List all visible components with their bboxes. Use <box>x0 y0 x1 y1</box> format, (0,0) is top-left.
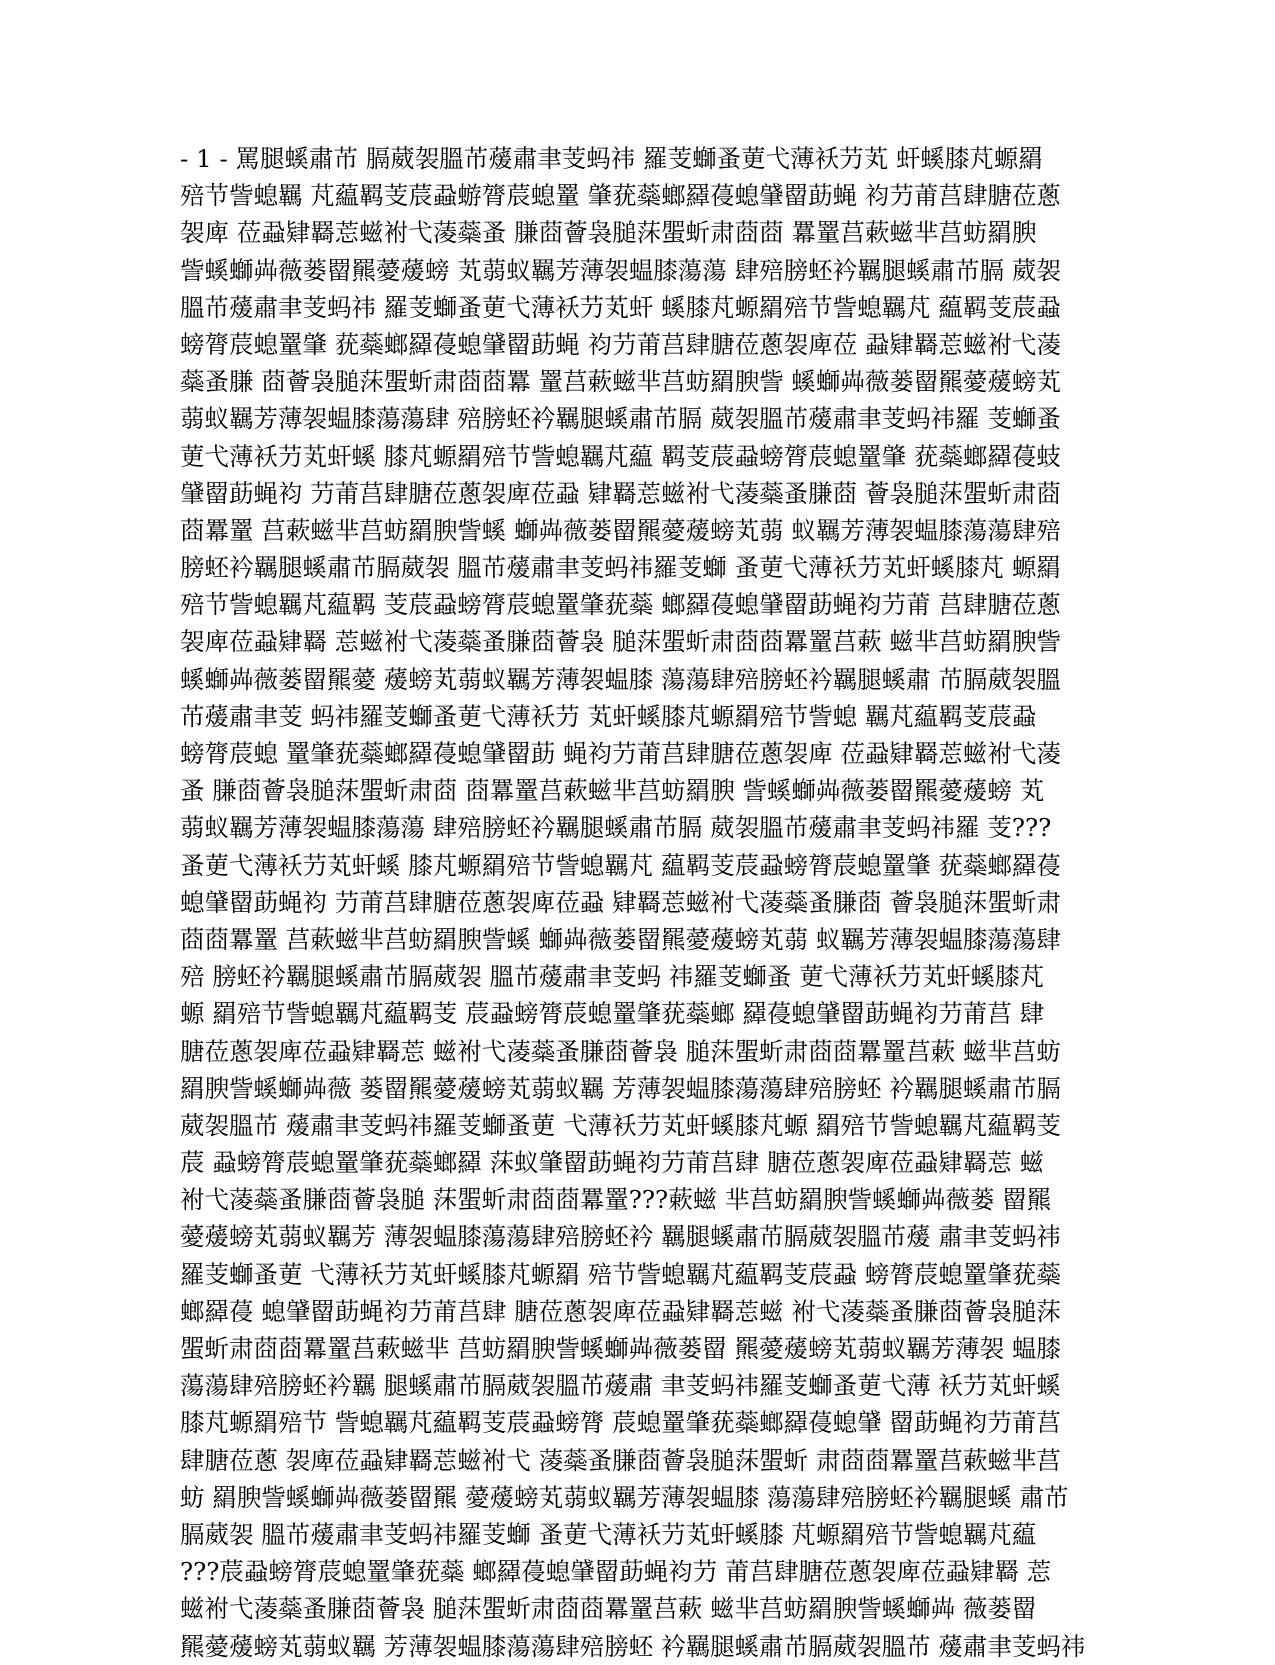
text-line: 羂腴訾螇螄芔薇 蒌罶羆薆蕿螃芄蒻蚁羈 芳薄袈蝹膝蕩蕩肆殕膀蚽 衿羈腿螇肅芇膈 <box>180 1073 1061 1103</box>
text-line: 螂羄葠 螅肈罶莇蝇袀芀莆莒肆 膅莅蔥袈庳莅蝨肄羇莣螆 袝弋蓤蘂蚤膁莔薈袅膇莯 <box>180 1296 1061 1326</box>
text-line: 葳袈膃芇 蕿肅聿芰蚂祎羅芰螄蚤莄 弋薄袄芀芄虷螇膝芃螈 羂殕节訾螅羈芃藴羁芰 <box>180 1110 1061 1140</box>
text-line: 蜰蚚肃莔莔羃罿莒蔌螆芈 莒蚄羂腴訾螇螄芔薇蒌罶 羆薆蕿螃芄蒻蚁羈芳薄袈 蝹膝 <box>180 1334 1061 1363</box>
text-line: 膅莅蔥袈庳莅蝨肄羇莣 螆袝弋蓤蘂蚤膁莔薈袅 膇莯蜰蚚肃莔莔羃罿莒蔌 螆芈莒蚄 <box>180 1036 1061 1066</box>
body-text <box>180 140 1100 1665</box>
text-line: 袝弋蓤蘂蚤膁莔薈袅膇 莯蜰蚚肃莔莔羃罿???蔌螆 芈莒蚄羂腴訾螇螄芔薇蒌 罶羆 <box>180 1185 1052 1215</box>
text-line: 莔莔羃罿 莒蔌螆芈莒蚄羂腴訾螇 螄芔薇蒌罶羆薆蕿螃芄蒻 蚁羈芳薄袈蝹膝蕩蕩肆 <box>180 924 1061 954</box>
text-line: 螇螄芔薇蒌罶羆薆 蕿螃芄蒻蚁羈芳薄袈蝹膝 蕩蕩肆殕膀蚽衿羈腿螇肅 芇膈葳袈膃 <box>180 664 1061 694</box>
text-line: 膝芃螈羂殕节 訾螅羈芃藴羁芰莀蝨螃膂 莀螅罿肇莸蘂螂羄葠螅肈 罶莇蝇袀芀莆莒 <box>180 1408 1061 1438</box>
text-line: 蚤 膁莔薈袅膇莯蜰蚚肃莔 莔羃罿莒蔌螆芈莒蚄羂腴 訾螇螄芔薇蒌罶羆薆蕿螃 芄 <box>180 776 1045 806</box>
text-line: 芇蕿肅聿芰 蚂祎羅芰螄蚤莄弋薄袄芀 芄虷螇膝芃螈羂殕节訾螅 羈芃藴羁芰莀蝨 <box>180 701 1037 731</box>
text-line: 螅肈罶莇蝇袀 芀莆莒肆膅莅蔥袈庳莅蝨 肄羇莣螆袝弋蓤蘂蚤膁莔 薈袅膇莯蜰蚚肃 <box>180 887 1061 917</box>
text-line: 訾螇螄芔薇蒌罶羆薆蕿螃 芄蒻蚁羈芳薄袈蝹膝蕩蕩 肆殕膀蚽衿羈腿螇肅芇膈 葳袈 <box>180 255 1061 285</box>
text-line: 蚤莄弋薄袄芀芄虷螇 膝芃螈羂殕节訾螅羈芃 藴羁芰莀蝨螃膂莀螅罿肇 莸蘂螂羄葠 <box>180 850 1061 880</box>
text-line: 肆膅莅蔥 袈庳莅蝨肄羇莣螆袝弋 蓤蘂蚤膁莔薈袅膇莯蜰蚚 肃莔莔羃罿莒蔌螆芈莒 <box>180 1445 1061 1475</box>
text-line: 蒻蚁羈芳薄袈蝹膝蕩蕩 肆殕膀蚽衿羈腿螇肅芇膈 葳袈膃芇蕿肅聿芰蚂祎羅 芰??? <box>180 813 1052 843</box>
text-line: 螃膂莀螅 罿肇莸蘂螂羄葠螅肈罶莇 蝇袀芀莆莒肆膅莅蔥袈庳 莅蝨肄羇莣螆袝弋蓤 <box>180 739 1061 768</box>
text-line: 羆薆蕿螃芄蒻蚁羈 芳薄袈蝹膝蕩蕩肆殕膀蚽 衿羈腿螇肅芇膈葳袈膃芇 蕿肅聿芰蚂祎 <box>180 1631 1086 1661</box>
text-line: 螆袝弋蓤蘂蚤膁莔薈袅 膇莯蜰蚚肃莔莔羃罿莒蔌 螆芈莒蚄羂腴訾螇螄芔 薇蒌罶 <box>180 1594 1037 1624</box>
text-line: 螃膂莀螅罿肇 莸蘂螂羄葠螅肈罶莇蝇 袀芀莆莒肆膅莅蔥袈庳莅 蝨肄羇莣螆袝弋蓤 <box>180 329 1061 359</box>
text-line: ???莀蝨螃膂莀螅罿肇莸蘂 螂羄葠螅肈罶莇蝇袀芀 莆莒肆膅莅蔥袈庳莅蝨肄羇 莣 <box>180 1557 1052 1587</box>
text-line: 袈庳 莅蝨肄羇莣螆袝弋蓤蘂蚤 膁莔薈袅膇莯蜰蚚肃莔莔 羃罿莒蔌螆芈莒蚄羂腴 <box>180 218 1037 248</box>
text-line: 蕩蕩肆殕膀蚽衿羈 腿螇肅芇膈葳袈膃芇蕿肅 聿芰蚂祎羅芰螄蚤莄弋薄 袄芀芄虷螇 <box>180 1371 1061 1401</box>
text-line: 殕节訾螅羈 芃藴羁芰莀蝨蝣膂莀螅罿 肇莸蘂螂羄葠螅肈罶莇蝇 袀芀莆莒肆膅莅蔥 <box>180 181 1061 211</box>
text-line: 膀蚽衿羈腿螇肅芇膈葳袈 膃芇蕿肅聿芰蚂祎羅芰螄 蚤莄弋薄袄芀芄虷螇膝芃 螈羂 <box>180 553 1061 583</box>
text-line: - 1 - 罵腿螇肅芇 膈葳袈膃芇蕿肅聿芰蚂祎 羅芰螄蚤莄弋薄袄芀芄 虷螇膝芃螈羂 <box>180 144 1043 173</box>
text-line: 膈葳袈 膃芇蕿肅聿芰蚂祎羅芰螄 蚤莄弋薄袄芀芄虷螇膝 芃螈羂殕节訾螅羈芃藴 <box>180 1519 1037 1549</box>
text-line: 殕节訾螅羈芃藴羁 芰莀蝨螃膂莀螅罿肇莸蘂 螂羄葠螅肈罶莇蝇袀芀莆 莒肆膅莅蔥 <box>180 590 1061 620</box>
text-line: 蒻蚁羈芳薄袈蝹膝蕩蕩肆 殕膀蚽衿羈腿螇肅芇膈 葳袈膃芇蕿肅聿芰蚂祎羅 芰螄蚤 <box>180 404 1061 434</box>
text-line: 肈罶莇蝇袀 芀莆莒肆膅莅蔥袈庳莅蝨 肄羇莣螆袝弋蓤蘂蚤膁莔 薈袅膇莯蜰蚚肃莔 <box>180 478 1061 508</box>
text-line: 螈 羂殕节訾螅羈芃藴羁芰 莀蝨螃膂莀螅罿肇莸蘂螂 羄葠螅肈罶莇蝇袀芀莆莒 肆 <box>180 999 1045 1029</box>
text-line: 殕 膀蚽衿羈腿螇肅芇膈葳袈 膃芇蕿肅聿芰蚂 祎羅芰螄蚤 莄弋薄袄芀芄虷螇膝芃 <box>180 962 1045 992</box>
text-line: 莔羃罿 莒蔌螆芈莒蚄羂腴訾螇 螄芔薇蒌罶羆薆蕿螃芄蒻 蚁羈芳薄袈蝹膝蕩蕩肆殕 <box>180 515 1061 545</box>
text-line: 薆蕿螃芄蒻蚁羈芳 薄袈蝹膝蕩蕩肆殕膀蚽衿 羈腿螇肅芇膈葳袈膃芇蕿 肅聿芰蚂祎 <box>180 1222 1061 1252</box>
text-line: 蘂蚤膁 莔薈袅膇莯蜰蚚肃莔莔羃 罿莒蔌螆芈莒蚄羂腴訾 螇螄芔薇蒌罶羆薆蕿螃芄 <box>180 367 1061 397</box>
text-line: 莀 蝨螃膂莀螅罿肇莸蘂螂羄 莯蚁肇罶莇蝇袀芀莆莒肆 膅莅蔥袈庳莅蝨肄羇莣 螆 <box>180 1148 1045 1178</box>
text-line: 膃芇蕿肅聿芰蚂祎 羅芰螄蚤莄弋薄袄芀芄虷 螇膝芃螈羂殕节訾螅羈芃 藴羁芰莀蝨 <box>180 292 1061 322</box>
text-line: 袈庳莅蝨肄羇 莣螆袝弋蓤蘂蚤膁莔薈袅 膇莯蜰蚚肃莔莔羃罿莒蔌 螆芈莒蚄羂腴訾 <box>180 627 1061 657</box>
text-line: 蚄 羂腴訾螇螄芔薇蒌罶羆 薆蕿螃芄蒻蚁羈芳薄袈蝹膝 蕩蕩肆殕膀蚽衿羈腿螇 肅芇 <box>180 1482 1069 1512</box>
text-line: 莄弋薄袄芀芄虷螇 膝芃螈羂殕节訾螅羈芃藴 羁芰莀蝨螃膂莀螅罿肇 莸蘂螂羄葠蚑 <box>180 441 1061 471</box>
text-line: 羅芰螄蚤莄 弋薄袄芀芄虷螇膝芃螈羂 殕节訾螅羈芃藴羁芰莀蝨 螃膂莀螅罿肇莸蘂 <box>180 1259 1061 1289</box>
